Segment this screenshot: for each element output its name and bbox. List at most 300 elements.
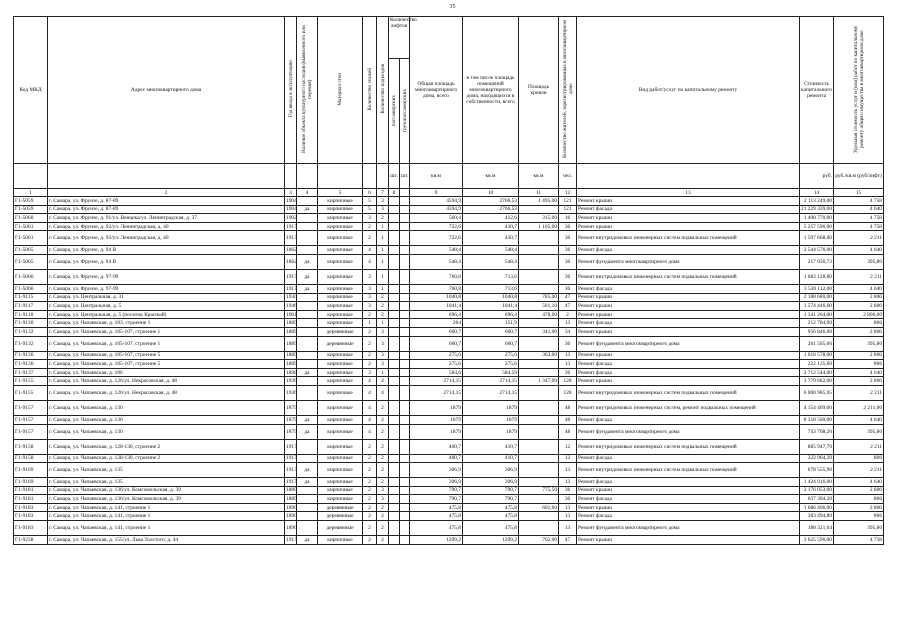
cell-roof-area: 561,10 (519, 302, 559, 311)
cell-material: кирпичные (318, 197, 363, 206)
cell-work-type: Ремонт фасада (577, 205, 800, 214)
unit-cost: руб. (800, 164, 834, 189)
cell-living-area: 475,8 (463, 512, 519, 521)
cell-work-type: Ремонт внутридомовых инженерных систем подвальных помещений (577, 385, 800, 400)
capital-repair-register-table (13, 16, 884, 545)
cell-entrances: 3 (377, 205, 389, 214)
table-row (14, 503, 884, 512)
header-work-type: Вид работ/услуг по капитальному ремонту (577, 17, 800, 164)
cell-year: 1904 (286, 206, 297, 213)
cell-lifts-cargo (400, 284, 410, 293)
cell-entrances: 1 (377, 368, 389, 377)
cell-unit-cost: 395,80 (834, 336, 884, 351)
table-row (14, 269, 884, 284)
cell-floors: 2 (363, 310, 377, 319)
col-number: 2 (48, 189, 285, 197)
cell-lifts-cargo (400, 214, 410, 223)
cell-unit-cost: 806 (834, 319, 884, 328)
cell-lifts-pass (389, 293, 400, 302)
cell-heritage (297, 197, 318, 206)
cell-id: Г1-9130 (14, 319, 48, 328)
table-row (14, 231, 884, 246)
col-number: 4 (297, 189, 318, 197)
cell-total-area: 4594,9 (410, 197, 463, 206)
cell-lifts-cargo (400, 319, 410, 328)
table-row (14, 254, 884, 269)
cell-floors: 5 (363, 197, 377, 206)
table-row (14, 385, 884, 400)
cell-total-area: 475,8 (410, 503, 463, 512)
cell-lifts-cargo (400, 336, 410, 351)
cell-floors: 2 (363, 512, 377, 521)
cell-id: Г1-9158 (14, 454, 48, 463)
cell-living-area: 584,59 (463, 368, 519, 377)
cell-material: кирпичные (318, 293, 363, 302)
cell-lifts-pass (389, 310, 400, 319)
cell-floors: 2 (363, 336, 377, 351)
cell-id: Г1-9183 (14, 503, 48, 512)
col-number: 10 (463, 189, 519, 197)
cell-work-type: Ремонт фасада (577, 246, 800, 255)
cell-floors: 4 (363, 400, 377, 415)
cell-lifts-pass (389, 269, 400, 284)
table-row (14, 512, 884, 521)
cell-year: 1917 (285, 231, 297, 246)
cell-material: кирпичные (318, 319, 363, 328)
cell-cost: 2 113 249,00 (800, 197, 834, 206)
cell-address: г. Самара, ул. Чапаевская, д. 135 (48, 463, 285, 478)
cell-cost: 188 321,64 (800, 521, 834, 536)
cell-cost: 1 018 578,00 (800, 351, 834, 360)
table-row (14, 400, 884, 415)
cell-entrances: 3 (377, 495, 389, 504)
cell-roof-area (519, 284, 559, 293)
cell-residents: 13 (559, 319, 577, 328)
cell-material: кирпичные (318, 246, 363, 255)
cell-floors: 4 (363, 254, 377, 269)
table-row (14, 197, 884, 206)
cell-address: г. Самара, ул. Чапаевская, д. 141, строение 1 (48, 521, 285, 536)
cell-work-type: Ремонт крыши (577, 222, 800, 231)
cell-living-area: 430,7 (463, 222, 519, 231)
cell-address: г. Самара, ул. Чапаевская, д. 103, строение 1 (48, 319, 285, 328)
cell-id: Г1-5065 (14, 246, 48, 255)
cell-residents: 36 (559, 269, 577, 284)
cell-residents: 36 (559, 246, 577, 255)
cell-id: Г1-5066 (14, 269, 48, 284)
table-row (14, 302, 884, 311)
cell-year: 1917 (285, 439, 297, 454)
cell-cost: 2 544 576,00 (800, 246, 834, 255)
cell-total-area: 790,7 (410, 495, 463, 504)
cell-roof-area (519, 454, 559, 463)
cell-address: г. Самара, ул. Чапаевская, д. 141, строение 1 (48, 512, 285, 521)
cell-year: 1917 (286, 478, 297, 485)
unit-unit-cost: руб./кв.м (руб/лифт) (834, 164, 884, 189)
cell-heritage: да (297, 463, 318, 478)
cell-residents: 36 (559, 254, 577, 269)
cell-year: 1890 (285, 521, 297, 536)
cell-entrances: 2 (377, 536, 389, 545)
table-row (14, 319, 884, 328)
cell-heritage (297, 454, 318, 463)
cell-living-area: 1879 (463, 424, 519, 439)
cell-total-area: 660,7 (410, 336, 463, 351)
cell-year: 1898 (286, 369, 297, 376)
table-row (14, 424, 884, 439)
cell-work-type: Ремонт крыши (577, 503, 800, 512)
cell-total-area: 584,6 (410, 368, 463, 377)
cell-heritage: да (297, 536, 318, 545)
cell-entrances: 1 (377, 269, 389, 284)
cell-floors: 5 (363, 205, 377, 214)
cell-unit-cost: 395,80 (834, 424, 884, 439)
table-row (14, 310, 884, 319)
cell-work-type: Ремонт крыши (577, 302, 800, 311)
cell-heritage (297, 222, 318, 231)
cell-cost: 3 779 682,00 (800, 377, 834, 386)
cell-unit-cost: 2 211 (834, 231, 884, 246)
cell-residents: 13 (559, 463, 577, 478)
cell-living-area: 548,4 (463, 254, 519, 269)
cell-address: г. Самара, ул. Фрунзе, д. 87-89 (48, 197, 285, 206)
cell-entrances: 2 (377, 454, 389, 463)
cell-unit-cost: 4 640 (834, 478, 884, 487)
cell-id: Г1-9169 (14, 463, 48, 478)
cell-roof-area (519, 415, 559, 424)
cell-address: г. Самара, ул. Центральная, д. 31 (48, 293, 285, 302)
cell-heritage: да (297, 424, 318, 439)
cell-id: Г1-9132 (14, 327, 48, 336)
table-row (14, 222, 884, 231)
cell-floors: 2 (363, 463, 377, 478)
header-id: Код МКД (14, 17, 48, 164)
cell-address: г. Самара, ул. Чапаевская, д. 130 (48, 400, 285, 415)
cell-year: 1917 (286, 536, 297, 543)
cell-work-type: Ремонт фасада (577, 415, 800, 424)
col-number: 1 (14, 189, 48, 197)
cell-total-area: 4594,9 (410, 205, 463, 214)
cell-residents: 48 (559, 415, 577, 424)
table-row (14, 463, 884, 478)
cell-entrances: 2 (377, 400, 389, 415)
cell-entrances: 3 (377, 336, 389, 351)
cell-roof-area: 315,00 (519, 214, 559, 223)
unit-lifts-cargo: шт. (400, 164, 410, 189)
cell-work-type: Ремонт крыши (577, 536, 800, 545)
cell-address: г. Самара, ул. Фрунзе, д. 97-99 (48, 269, 285, 284)
header-lifts: Количество лифтов (389, 17, 410, 59)
cell-lifts-pass (389, 486, 400, 495)
cell-cost: 678 555,90 (800, 463, 834, 478)
header-address: Адрес многоквартирного дома (48, 17, 285, 164)
cell-address: г. Самара, ул. Чапаевская, д. 105-107, строение 1 (48, 327, 285, 336)
cell-lifts-pass (389, 336, 400, 351)
cell-address: г. Самара, ул. Фрунзе, д. 92/ул. Ленинградская, д. 40 (48, 231, 285, 246)
cell-material: кирпичные (318, 205, 363, 214)
cell-lifts-pass (389, 377, 400, 386)
cell-lifts-cargo (400, 503, 410, 512)
cell-roof-area (519, 360, 559, 369)
cell-living-area: 2766,53 (463, 205, 519, 214)
cell-heritage (297, 351, 318, 360)
cell-material: кирпичные (318, 254, 363, 269)
cell-unit-cost: 4 758 (834, 536, 884, 545)
cell-floors: 2 (363, 222, 377, 231)
cell-year: 1862 (286, 247, 297, 254)
cell-total-area: 722,6 (410, 222, 463, 231)
cell-living-area: 475,8 (463, 521, 519, 536)
table-row (14, 284, 884, 293)
cell-entrances: 2 (377, 424, 389, 439)
cell-living-area: 2714,15 (463, 377, 519, 386)
cell-living-area: 151,9 (463, 319, 519, 328)
unit-roof-area: кв.м (519, 164, 559, 189)
cell-lifts-cargo (400, 368, 410, 377)
table-row (14, 478, 884, 487)
cell-heritage (297, 439, 318, 454)
table-row (14, 205, 884, 214)
col-number: 7 (377, 189, 389, 197)
cell-id: Г1-5066 (14, 284, 48, 293)
cell-residents: 36 (559, 284, 577, 293)
cell-cost: 1 424 016,00 (800, 478, 834, 487)
cell-living-area: 275,6 (463, 351, 519, 360)
cell-lifts-cargo (400, 495, 410, 504)
cell-floors: 4 (363, 246, 377, 255)
cell-total-area: 475,8 (410, 512, 463, 521)
cell-id: Г1-5061 (14, 222, 48, 231)
cell-lifts-pass (389, 327, 400, 336)
cell-entrances: 3 (377, 351, 389, 360)
cell-entrances: 2 (377, 521, 389, 536)
cell-floors: 2 (363, 454, 377, 463)
cell-total-area: 264 (410, 319, 463, 328)
cell-floors: 2 (363, 536, 377, 545)
cell-work-type: Ремонт крыши (577, 197, 800, 206)
cell-unit-cost: 2 806 (834, 377, 884, 386)
cell-lifts-pass (389, 536, 400, 545)
cell-unit-cost: 806 (834, 454, 884, 463)
cell-year: 1904 (286, 197, 297, 204)
cell-total-area: 306,9 (410, 478, 463, 487)
unit-living-area: кв.м (463, 164, 519, 189)
cell-cost: 2 188 680,00 (800, 293, 834, 302)
cell-roof-area: 1 347,00 (519, 377, 559, 386)
cell-id: Г1-5059 (14, 197, 48, 206)
cell-cost: 1 498 770,00 (800, 214, 834, 223)
cell-total-area: 696,4 (410, 310, 463, 319)
cell-cost: 217 056,72 (800, 254, 834, 269)
cell-entrances: 2 (377, 214, 389, 223)
cell-roof-area (519, 336, 559, 351)
cell-work-type: Ремонт фасада (577, 360, 800, 369)
cell-lifts-cargo (400, 327, 410, 336)
cell-lifts-pass (389, 205, 400, 214)
cell-material: кирпичные (318, 439, 363, 454)
cell-roof-area (519, 254, 559, 269)
header-lifts-cargo: грузопассажирских (400, 59, 410, 164)
cell-unit-cost: 2 806 (834, 486, 884, 495)
cell-total-area: 560,4 (410, 214, 463, 223)
cell-roof-area: 775,50 (519, 486, 559, 495)
cell-heritage (297, 486, 318, 495)
cell-lifts-pass (389, 415, 400, 424)
table-row (14, 214, 884, 223)
cell-year: 1917 (285, 269, 297, 284)
cell-material: кирпичные (318, 463, 363, 478)
cell-roof-area (519, 495, 559, 504)
cell-material: кирпичные (318, 424, 363, 439)
cell-material: кирпичные (318, 495, 363, 504)
cell-total-area: 400,7 (410, 439, 463, 454)
cell-floors: 2 (363, 231, 377, 246)
cell-total-area: 760,8 (410, 284, 463, 293)
header-heritage: Наличие объекта культурного наследия (выявленного или перечня) (297, 17, 318, 164)
cell-heritage (297, 302, 318, 311)
cell-floors: 3 (363, 368, 377, 377)
cell-total-area: 475,8 (410, 521, 463, 536)
cell-entrances: 2 (377, 415, 389, 424)
cell-unit-cost: 4 640 (834, 415, 884, 424)
cell-year: 1889 (286, 320, 297, 327)
cell-year: 1879 (286, 416, 297, 423)
cell-id: Г1-9238 (14, 536, 48, 545)
cell-roof-area (519, 231, 559, 246)
cell-work-type: Ремонт внутридомовых инженерных систем подвальных помещений (577, 231, 800, 246)
cell-heritage (297, 336, 318, 351)
cell-residents: 121 (559, 205, 577, 214)
col-number: 9 (410, 189, 463, 197)
cell-address: г. Самара, ул. Чапаевская, д. 155/ул. Льва Толстого, д. 44 (48, 536, 285, 545)
cell-cost: 743 708,20 (800, 424, 834, 439)
cell-id: Г1-9132 (14, 336, 48, 351)
cell-year: 1889 (285, 336, 297, 351)
cell-entrances: 1 (377, 284, 389, 293)
cell-lifts-pass (389, 360, 400, 369)
cell-cost: 956 846,00 (800, 327, 834, 336)
cell-work-type: Ремонт крыши (577, 327, 800, 336)
cell-living-area: 412,6 (463, 214, 519, 223)
cell-living-area: 1299,2 (463, 536, 519, 545)
cell-residents: 13 (559, 360, 577, 369)
cell-roof-area: 601,00 (519, 503, 559, 512)
cell-material: кирпичные (318, 478, 363, 487)
cell-total-area: 1879 (410, 415, 463, 424)
cell-residents: 36 (559, 336, 577, 351)
cell-roof-area (519, 368, 559, 377)
cell-year: 1902 (286, 214, 297, 221)
cell-residents: 12 (559, 454, 577, 463)
cell-address: г. Самара, ул. Чапаевская, д. 106 (48, 368, 285, 377)
cell-lifts-cargo (400, 512, 410, 521)
cell-id: Г1-9137 (14, 368, 48, 377)
cell-id: Г1-9169 (14, 478, 48, 487)
cell-residents: 2 (559, 310, 577, 319)
cell-work-type: Ремонт фасада (577, 478, 800, 487)
cell-entrances: 2 (377, 302, 389, 311)
cell-living-area: 660,7 (463, 336, 519, 351)
cell-unit-cost: 4 640 (834, 284, 884, 293)
cell-heritage (297, 246, 318, 255)
cell-lifts-pass (389, 463, 400, 478)
cell-lifts-cargo (400, 293, 410, 302)
cell-address: г. Самара, ул. Центральная, д. 5 (48, 302, 285, 311)
cell-residents: 36 (559, 486, 577, 495)
cell-work-type: Ремонт крыши (577, 293, 800, 302)
cell-material: кирпичные (318, 454, 363, 463)
cell-entrances: 2 (377, 293, 389, 302)
cell-lifts-pass (389, 400, 400, 415)
cell-heritage (297, 521, 318, 536)
cell-lifts-cargo (400, 385, 410, 400)
cell-roof-area: 363,00 (519, 351, 559, 360)
table-row (14, 246, 884, 255)
cell-work-type: Ремонт крыши (577, 310, 800, 319)
cell-address: г. Самара, ул. Фрунзе, д. 94 В (48, 246, 285, 255)
cell-work-type: Ремонт внутридомовых инженерных систем подвальных помещений (577, 269, 800, 284)
cell-floors: 2 (363, 478, 377, 487)
cell-year: 1862 (285, 254, 297, 269)
cell-id: Г1-9157 (14, 424, 48, 439)
cell-address: г. Самара, ул. Центральная, д. 5 (поселок Красный) (48, 310, 285, 319)
page-number: 35 (449, 4, 456, 10)
cell-unit-cost: 2 806 (834, 503, 884, 512)
cell-id: Г1-9157 (14, 400, 48, 415)
cell-residents: 16 (559, 214, 577, 223)
cell-floors: 3 (363, 269, 377, 284)
cell-total-area: 790,7 (410, 486, 463, 495)
cell-heritage (297, 512, 318, 521)
cell-address: г. Самара, ул. Чапаевская, д. 141, строение 1 (48, 503, 285, 512)
cell-lifts-cargo (400, 463, 410, 478)
cell-year: 1879 (285, 424, 297, 439)
table-row (14, 368, 884, 377)
cell-roof-area (519, 521, 559, 536)
cell-heritage (297, 310, 318, 319)
cell-address: г. Самара, ул. Чапаевская, д. 105-107, строение 5 (48, 360, 285, 369)
cell-cost: 4 154 469,00 (800, 400, 834, 415)
cell-lifts-pass (389, 246, 400, 255)
col-number: 11 (519, 189, 559, 197)
cell-heritage (297, 214, 318, 223)
cell-address: г. Самара, ул. Фрунзе, д. 91/ул. Венцека/ул. Ленинградская, д. 37 (48, 214, 285, 223)
cell-floors: 2 (363, 495, 377, 504)
cell-heritage: да (297, 368, 318, 377)
cell-lifts-cargo (400, 246, 410, 255)
cell-year: 1890 (286, 504, 297, 511)
cell-residents: 36 (559, 495, 577, 504)
cell-id: Г1-9117 (14, 302, 48, 311)
header-residents: Количество жителей, зарегистрированных в многоквартирном доме (559, 17, 577, 164)
cell-unit-cost: 2 806,00 (834, 310, 884, 319)
cell-living-area: 1040,8 (463, 293, 519, 302)
cell-roof-area: 1 495,00 (519, 197, 559, 206)
cell-work-type: Ремонт фасада (577, 495, 800, 504)
cell-work-type: Ремонт фундамента многоквартирного дома (577, 336, 800, 351)
cell-living-area: 548,4 (463, 246, 519, 255)
cell-lifts-cargo (400, 478, 410, 487)
cell-material: кирпичные (318, 310, 363, 319)
header-material: Материал стен (318, 17, 363, 164)
cell-unit-cost: 2 211 (834, 463, 884, 478)
cell-year: 1879 (285, 400, 297, 415)
cell-lifts-cargo (400, 351, 410, 360)
cell-material: кирпичные (318, 284, 363, 293)
cell-material: кирпичные (318, 351, 363, 360)
cell-heritage (297, 360, 318, 369)
cell-living-area: 713,6 (463, 269, 519, 284)
